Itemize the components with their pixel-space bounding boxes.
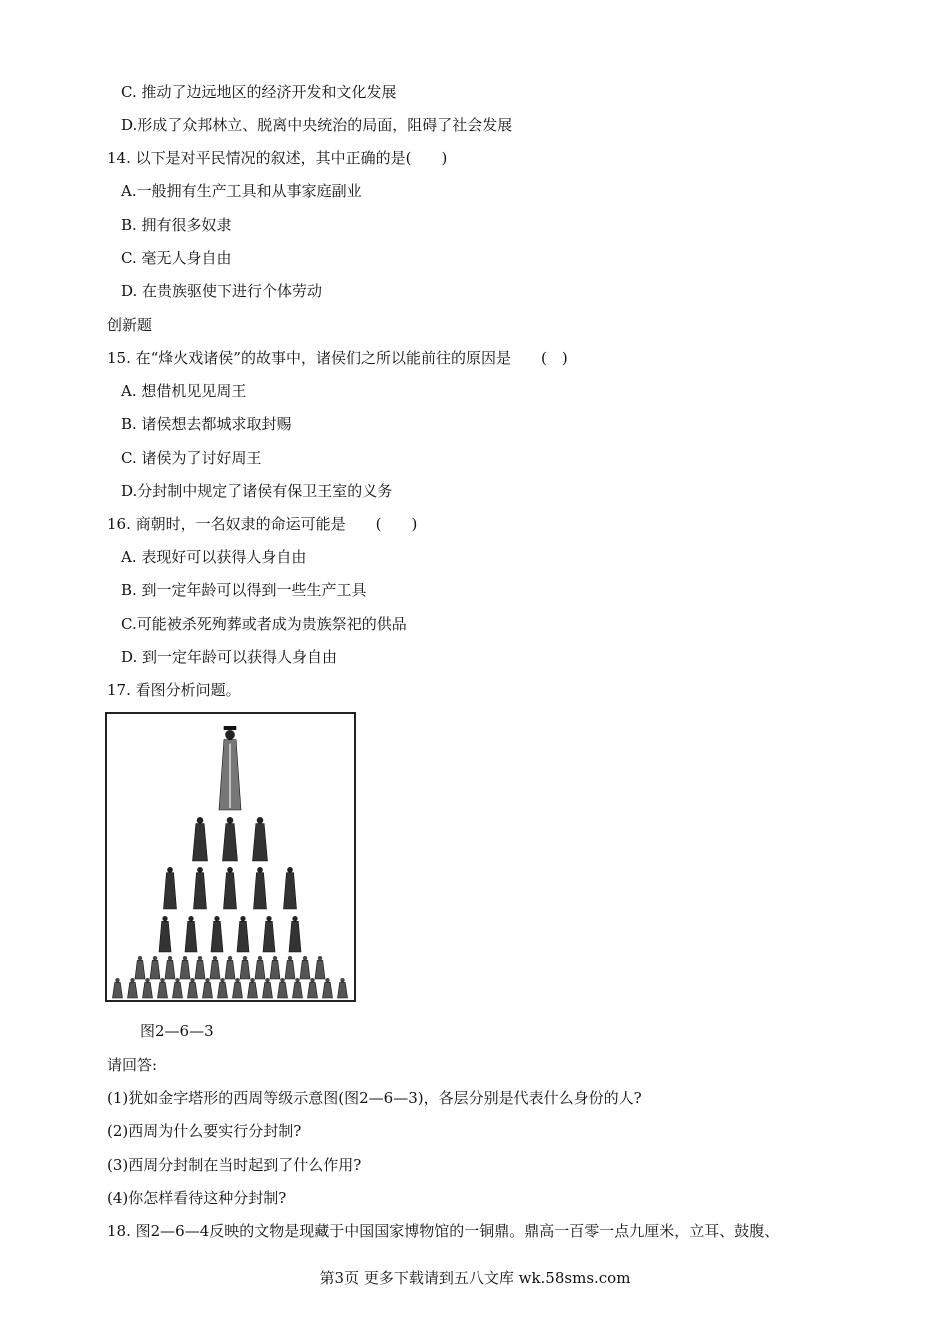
person-figure xyxy=(233,978,243,998)
hierarchy-pyramid-figure xyxy=(105,712,356,1002)
person-figure xyxy=(164,867,177,909)
question-16: 16. 商朝时，一名奴隶的命运可能是 ( ) xyxy=(107,515,418,533)
person-figure xyxy=(284,867,297,909)
person-figure xyxy=(240,956,250,979)
person-figure xyxy=(255,956,265,979)
person-figure xyxy=(203,978,213,998)
option-16c: C.可能被杀死殉葬或者成为贵族祭祀的供品 xyxy=(121,615,407,633)
person-figure xyxy=(143,978,153,998)
person-figure xyxy=(113,978,123,998)
option-15a: A. 想借机见见周王 xyxy=(121,382,247,400)
person-figure xyxy=(173,978,183,998)
person-figure xyxy=(224,867,237,909)
person-figure xyxy=(210,956,220,979)
option-16a: A. 表现好可以获得人身自由 xyxy=(121,548,307,566)
person-figure xyxy=(223,817,238,861)
person-figure xyxy=(315,956,325,979)
option-13d: D.形成了众邦林立、脱离中央统治的局面，阻碍了社会发展 xyxy=(121,116,513,134)
person-figure xyxy=(185,916,197,952)
person-figure xyxy=(323,978,333,998)
option-15b: B. 诸侯想去都城求取封赐 xyxy=(121,415,292,433)
person-figure xyxy=(225,956,235,979)
question-18: 18. 图2—6—4反映的文物是现藏于中国国家博物馆的一铜鼎。鼎高一百零一点九厘米，立耳、鼓腹、 xyxy=(107,1222,780,1240)
person-figure xyxy=(285,956,295,979)
page-footer: 第3页 更多下载请到五八文库 wk.58sms.com xyxy=(319,1269,631,1287)
option-14c: C. 毫无人身自由 xyxy=(121,249,232,267)
person-figure xyxy=(248,978,258,998)
pyramid-illustration xyxy=(107,714,354,1000)
person-figure xyxy=(211,916,223,952)
person-figure xyxy=(308,978,318,998)
person-figure xyxy=(263,916,275,952)
person-figure xyxy=(158,978,168,998)
section-heading: 创新题 xyxy=(107,316,153,334)
person-figure xyxy=(254,867,267,909)
option-14b: B. 拥有很多奴隶 xyxy=(121,216,232,234)
person-figure xyxy=(194,867,207,909)
subquestion-4: (4)你怎样看待这种分封制? xyxy=(107,1189,287,1207)
person-figure xyxy=(150,956,160,979)
person-figure xyxy=(253,817,268,861)
person-figure xyxy=(135,956,145,979)
person-figure xyxy=(159,916,171,952)
person-figure xyxy=(263,978,273,998)
option-15d: D.分封制中规定了诸侯有保卫王室的义务 xyxy=(121,482,393,500)
question-17: 17. 看图分析问题。 xyxy=(107,681,241,699)
person-figure xyxy=(278,978,288,998)
person-figure xyxy=(219,726,241,810)
person-figure xyxy=(237,916,249,952)
person-figure xyxy=(338,978,348,998)
person-figure xyxy=(300,956,310,979)
person-figure xyxy=(180,956,190,979)
person-figure xyxy=(218,978,228,998)
person-figure xyxy=(289,916,301,952)
person-figure xyxy=(270,956,280,979)
person-figure xyxy=(165,956,175,979)
person-figure xyxy=(293,978,303,998)
option-14d: D. 在贵族驱使下进行个体劳动 xyxy=(121,282,323,300)
subquestion-1: (1)犹如金字塔形的西周等级示意图(图2—6—3)，各层分别是代表什么身份的人? xyxy=(107,1089,642,1107)
question-15: 15. 在“烽火戏诸侯”的故事中，诸侯们之所以能前往的原因是 ( ) xyxy=(107,349,568,367)
subquestion-3: (3)西周分封制在当时起到了什么作用? xyxy=(107,1156,362,1174)
person-figure xyxy=(195,956,205,979)
option-16d: D. 到一定年龄可以获得人身自由 xyxy=(121,648,338,666)
person-figure xyxy=(128,978,138,998)
subquestion-2: (2)西周为什么要实行分封制? xyxy=(107,1122,302,1140)
question-14: 14. 以下是对平民情况的叙述，其中正确的是( ) xyxy=(107,149,448,167)
figure-caption: 图2—6—3 xyxy=(140,1022,214,1040)
option-16b: B. 到一定年龄可以得到一些生产工具 xyxy=(121,581,367,599)
option-14a: A.一般拥有生产工具和从事家庭副业 xyxy=(121,182,362,200)
person-figure xyxy=(193,817,208,861)
person-figure xyxy=(188,978,198,998)
answer-prompt: 请回答: xyxy=(107,1056,158,1074)
option-13c: C. 推动了边远地区的经济开发和文化发展 xyxy=(121,83,397,101)
option-15c: C. 诸侯为了讨好周王 xyxy=(121,449,262,467)
